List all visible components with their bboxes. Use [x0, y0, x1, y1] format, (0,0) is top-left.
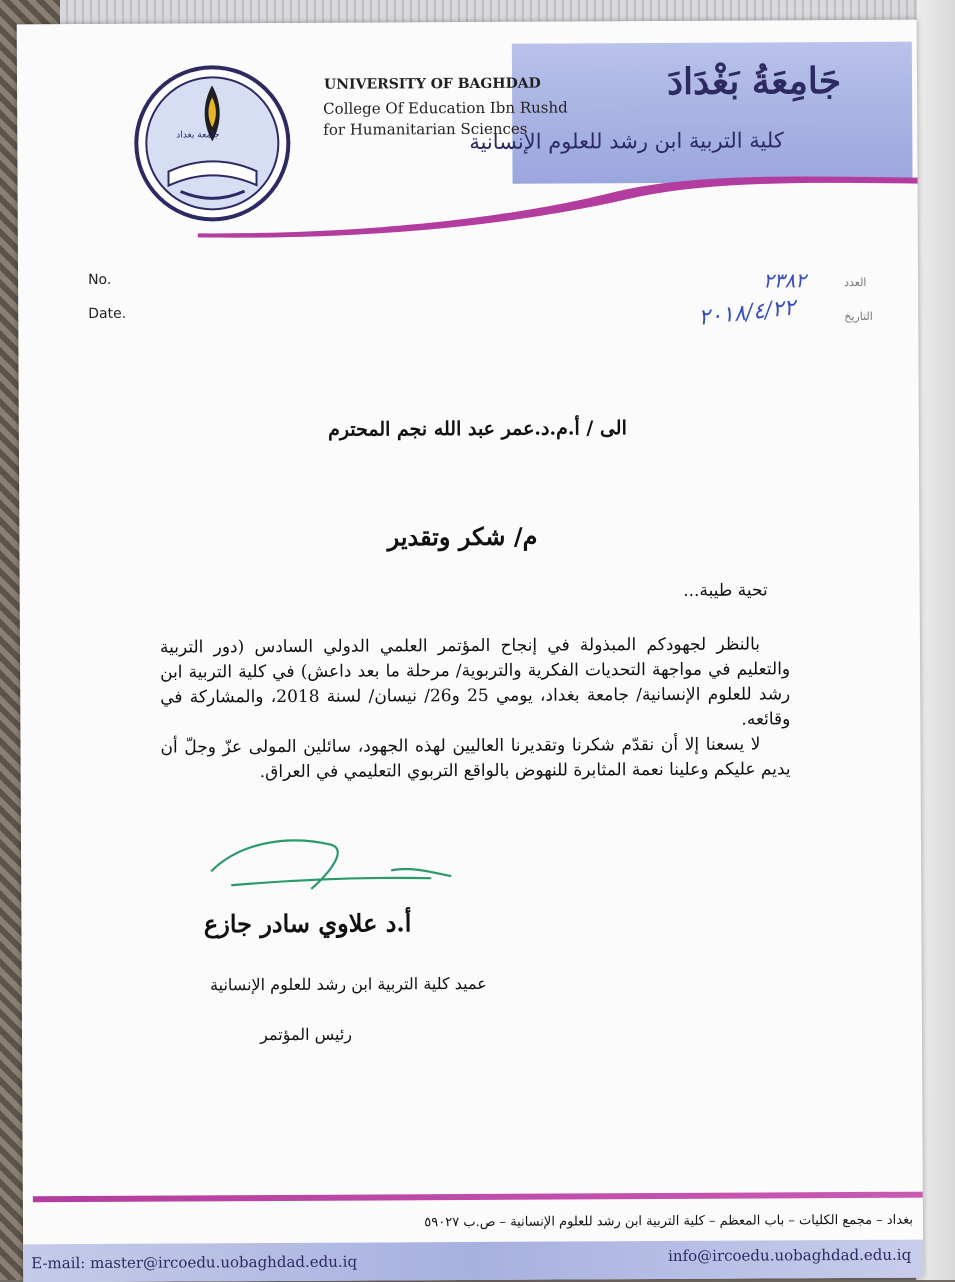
greeting: تحية طيبة...	[683, 580, 768, 601]
signer-title: عميد كلية التربية ابن رشد للعلوم الإنسانية	[209, 973, 487, 995]
university-name-ar: جَامِعَةُ بَغْدَادَ	[666, 60, 842, 103]
ref-date-label: Date.	[88, 305, 127, 322]
college-name-ar: كلية التربية ابن رشد للعلوم الإنسانية	[469, 128, 784, 154]
signer-name: أ.د علاوي سادر جازع	[203, 908, 412, 939]
signer-role: رئيس المؤتمر	[260, 1024, 353, 1045]
header-swoosh	[17, 170, 917, 245]
email-master[interactable]: E-mail: master@ircoedu.uobaghdad.edu.iq	[31, 1252, 358, 1273]
subject-line: م/ شكر وتقدير	[387, 521, 538, 552]
footer-address: بغداد – مجمع الكليات – باب المعظم – كلية التربية ابن رشد للعلوم الإنسانية – ص.ب ٥٩٠٢٧	[424, 1212, 914, 1231]
ref-date-value: ٢٠١٨/٤/٢٢	[697, 295, 797, 331]
letter-body	[160, 632, 791, 785]
footer-divider	[33, 1192, 923, 1203]
letter-sheet	[17, 20, 924, 1282]
ref-date-label-ar: التاريخ	[844, 309, 873, 324]
ref-number-value: ٢٣٨٢	[763, 268, 807, 293]
seal-text: جامعة بغداد	[176, 130, 220, 141]
body-paragraph-2: لا يسعنا إلا أن نقدّم شكرنا وتقديرنا العاليين لهذه الجهود، سائلين المولى عزّ وجلّ أن يديم عليكم وعلينا نعمة المثابرة للنهوض بالواقع التربوي التعليمي في العراق.	[160, 734, 791, 783]
ref-number-label: No.	[88, 271, 112, 288]
university-name-en: UNIVERSITY OF BAGHDAD	[323, 75, 541, 93]
handwritten-signature	[201, 830, 461, 901]
college-name-en-line1: College Of Education Ibn Rushd	[323, 98, 568, 118]
body-paragraph-1: بالنظر لجهودكم المبذولة في إنجاح المؤتمر العلمي الدولي السادس (دور التربية والتعليم في مواجهة التحديات الفكرية والتربوية/ مرحلة ما بعد داعش) في كلية التربية ابن رشد للعلوم الإنسانية/ جامعة بغداد، يومي 25 و26/ نيسان/ لسنة 2018، والمشاركة في وقائعه.	[159, 634, 791, 730]
college-name-en-line2: for Humanitarian Sciences	[323, 119, 528, 139]
addressee: الى / أ.م.د.عمر عبد الله نجم المحترم	[328, 417, 627, 441]
email-info[interactable]: info@ircoedu.uobaghdad.edu.iq	[668, 1245, 912, 1265]
ref-number-label-ar: العدد	[844, 275, 867, 290]
